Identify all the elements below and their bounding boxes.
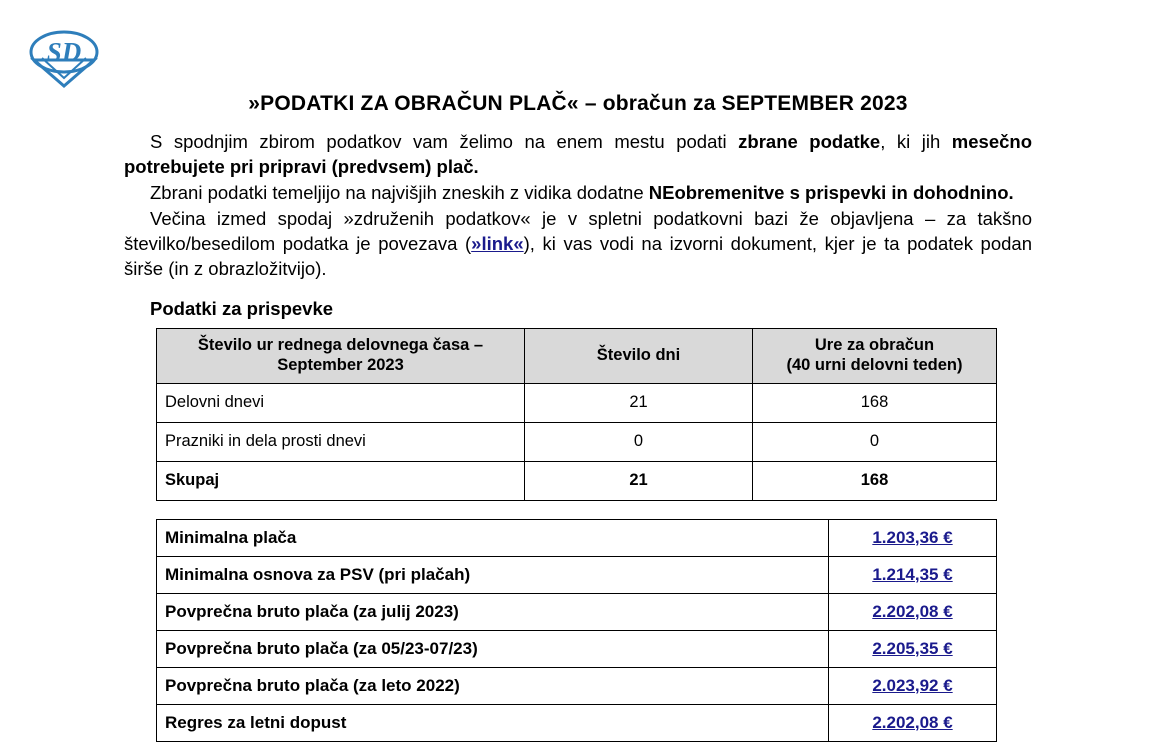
column-header-period-line1: Število ur rednega delovnega časa – (197, 336, 484, 355)
amount-value-link[interactable]: 2.205,35 € (872, 638, 953, 658)
p2-run-1: Zbrani podatki temeljijo na najvišjih zneskih z vidika dodatne (150, 181, 649, 203)
row-label: Prazniki in dela prosti dnevi (157, 422, 525, 461)
p3-run-1: Večina izmed spodaj »združenih podatkov« je v spletni podatkovni bazi že objavljena – za takšno številko/besedilom podatka je povezava ( (124, 207, 1032, 254)
amount-label: Regres za letni dopust (157, 704, 829, 741)
table-header-row (157, 328, 997, 383)
table-working-hours (156, 328, 997, 501)
p1-run-1: S spodnjim zbirom podatkov vam želimo na enem mestu podati (150, 131, 739, 152)
table-row (157, 630, 997, 667)
paragraph-1 (124, 130, 1032, 180)
p3-run-3: ), ki vas vodi na izvorni dokument, kjer je ta podatek podan širše (in z obrazložitvijo). (124, 232, 1032, 279)
amount-value (829, 593, 997, 630)
table-row (157, 383, 997, 422)
amount-label: Povprečna bruto plača (za leto 2022) (157, 667, 829, 704)
amount-value (829, 556, 997, 593)
svg-text:SD: SD (46, 37, 82, 67)
row-days: 21 (525, 383, 753, 422)
amount-value (829, 630, 997, 667)
document-body (124, 92, 1032, 742)
amount-value-link[interactable]: 2.023,92 € (872, 675, 953, 695)
amount-label: Povprečna bruto plača (za 05/23-07/23) (157, 630, 829, 667)
row-hours: 168 (753, 461, 997, 500)
row-hours: 168 (753, 383, 997, 422)
column-header-days (525, 328, 753, 383)
table-row (157, 704, 997, 741)
table-amounts (156, 519, 997, 742)
row-label: Skupaj (157, 461, 525, 500)
amount-label: Minimalna plača (157, 519, 829, 556)
column-header-hours-line1: Ure za obračun (814, 336, 935, 355)
p1-run-2: zbrane podatke (738, 131, 881, 152)
amount-value (829, 519, 997, 556)
column-header-hours-line2: (40 urni delovni teden) (786, 355, 963, 374)
table-spacer (124, 501, 1032, 519)
row-days: 0 (525, 422, 753, 461)
p1-run-4: mesečno potrebujete pri pripravi (predvsem) plač. (124, 131, 1033, 177)
amount-value-link[interactable]: 1.214,35 € (872, 564, 953, 584)
section-heading-prispevki: Podatki za prispevke (150, 297, 334, 319)
sd-logo-icon (24, 28, 104, 90)
amount-label: Povprečna bruto plača (za julij 2023) (157, 593, 829, 630)
p2-run-2: NEobremenitve s prispevki in dohodnino. (648, 181, 1014, 203)
row-label: Delovni dnevi (157, 383, 525, 422)
column-header-period (157, 328, 525, 383)
paragraph-2 (124, 181, 1032, 206)
amount-value (829, 704, 997, 741)
paragraph-3 (124, 207, 1032, 282)
row-hours: 0 (753, 422, 997, 461)
amount-value-link[interactable]: 1.203,36 € (872, 527, 953, 547)
amount-label: Minimalna osnova za PSV (pri plačah) (157, 556, 829, 593)
row-days: 21 (525, 461, 753, 500)
table-row-total (157, 461, 997, 500)
table-row (157, 593, 997, 630)
amount-value (829, 667, 997, 704)
table-row (157, 422, 997, 461)
table-row (157, 556, 997, 593)
page-title: »PODATKI ZA OBRAČUN PLAČ« – obračun za SEPTEMBER 2023 (248, 92, 908, 115)
p1-run-3: , ki jih (880, 131, 952, 152)
table-row (157, 519, 997, 556)
column-header-hours (753, 328, 997, 383)
table-row (157, 667, 997, 704)
link-reference[interactable]: »link« (471, 232, 524, 254)
column-header-days-line1: Število dni (596, 345, 681, 364)
amount-value-link[interactable]: 2.202,08 € (872, 712, 953, 732)
column-header-period-line2: September 2023 (277, 355, 404, 374)
amount-value-link[interactable]: 2.202,08 € (872, 601, 953, 621)
